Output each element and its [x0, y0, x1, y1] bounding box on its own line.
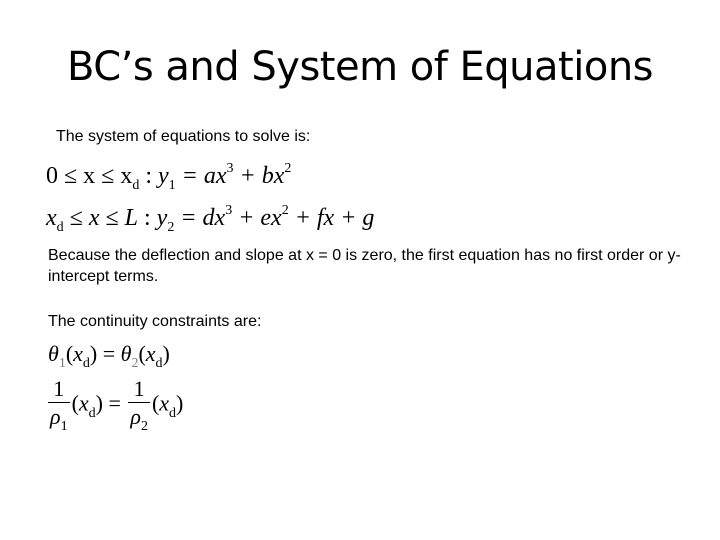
equation-curvature-continuity: $\frac{1}{\rho_1}$ $(x_d)$ = $\frac{1}{\rho_2}$ $(x_d)$	[50, 376, 184, 434]
theta2-symbol: θ	[120, 341, 132, 366]
eq2-domain-rest: ≤ x ≤ L	[63, 205, 138, 231]
theta2-arg-x: x	[145, 341, 156, 366]
eq2-domain-sub: d	[56, 220, 64, 235]
fraction-rho1-denominator	[48, 402, 70, 435]
equation-theta-continuity: $\theta_1(x_d) = \theta_2(x_d)$	[48, 341, 170, 371]
equation-y2	[46, 203, 375, 235]
eq2-domain-x: x	[46, 205, 57, 231]
eq1-exp2: 2	[284, 161, 292, 176]
rho1-arg-sub: d	[88, 405, 96, 421]
fraction-rho1-numerator: 1	[53, 376, 65, 401]
theta2-arg-sub: d	[155, 356, 163, 371]
theta1-sub: 1	[58, 356, 66, 371]
eq1-term-b: + bx	[233, 163, 285, 189]
rho1-arg-x: x	[78, 390, 89, 416]
rho1-sub: 1	[60, 419, 68, 434]
slide-title: BC’s and System of Equations	[66, 44, 654, 90]
eq2-colon: :	[138, 205, 157, 231]
eq1-term-a: = ax	[175, 163, 227, 189]
eq2-term-fg: + fx + g	[288, 205, 375, 231]
fraction-rho2-numerator: 1	[133, 376, 145, 401]
eq1-y: y	[158, 163, 169, 189]
rho2-arg-x: x	[159, 390, 170, 416]
fraction-rho2-denominator	[128, 402, 150, 435]
eq2-term-d: = dx	[174, 205, 226, 231]
intro-text: The system of equations to solve is:	[56, 128, 311, 145]
explanation-text: Because the deflection and slope at x = 0 is zero, the first equation has no first order or y-intercept terms.	[48, 247, 681, 285]
eq1-colon: :	[139, 163, 159, 189]
eq2-y: y	[156, 205, 168, 231]
rho1-symbol: ρ	[50, 404, 61, 429]
eq2-exp3: 3	[225, 203, 233, 218]
eq2-exp2: 2	[281, 203, 289, 218]
constraints-intro-text: The continuity constraints are:	[48, 313, 262, 330]
eq1-y-sub: 1	[168, 178, 176, 193]
theta1-arg-sub: d	[82, 356, 90, 371]
fraction-rho2	[128, 376, 150, 435]
theta1-symbol: θ	[48, 341, 59, 366]
eq2-y-sub: 2	[167, 220, 175, 235]
equation-y1	[46, 161, 292, 193]
eq2-term-e: + ex	[232, 205, 282, 231]
theta2-sub: 2	[131, 356, 139, 371]
eq1-domain-text: 0 ≤ x ≤ x	[46, 163, 133, 189]
eq1-domain-sub: d	[132, 178, 140, 193]
fraction-rho1	[48, 376, 70, 435]
rho2-sub: 2	[140, 419, 148, 434]
theta1-arg-x: x	[73, 341, 83, 366]
rho2-arg-sub: d	[169, 405, 177, 421]
rho2-symbol: ρ	[130, 404, 141, 429]
eq1-exp3: 3	[226, 161, 234, 176]
eq1-domain	[46, 163, 140, 193]
